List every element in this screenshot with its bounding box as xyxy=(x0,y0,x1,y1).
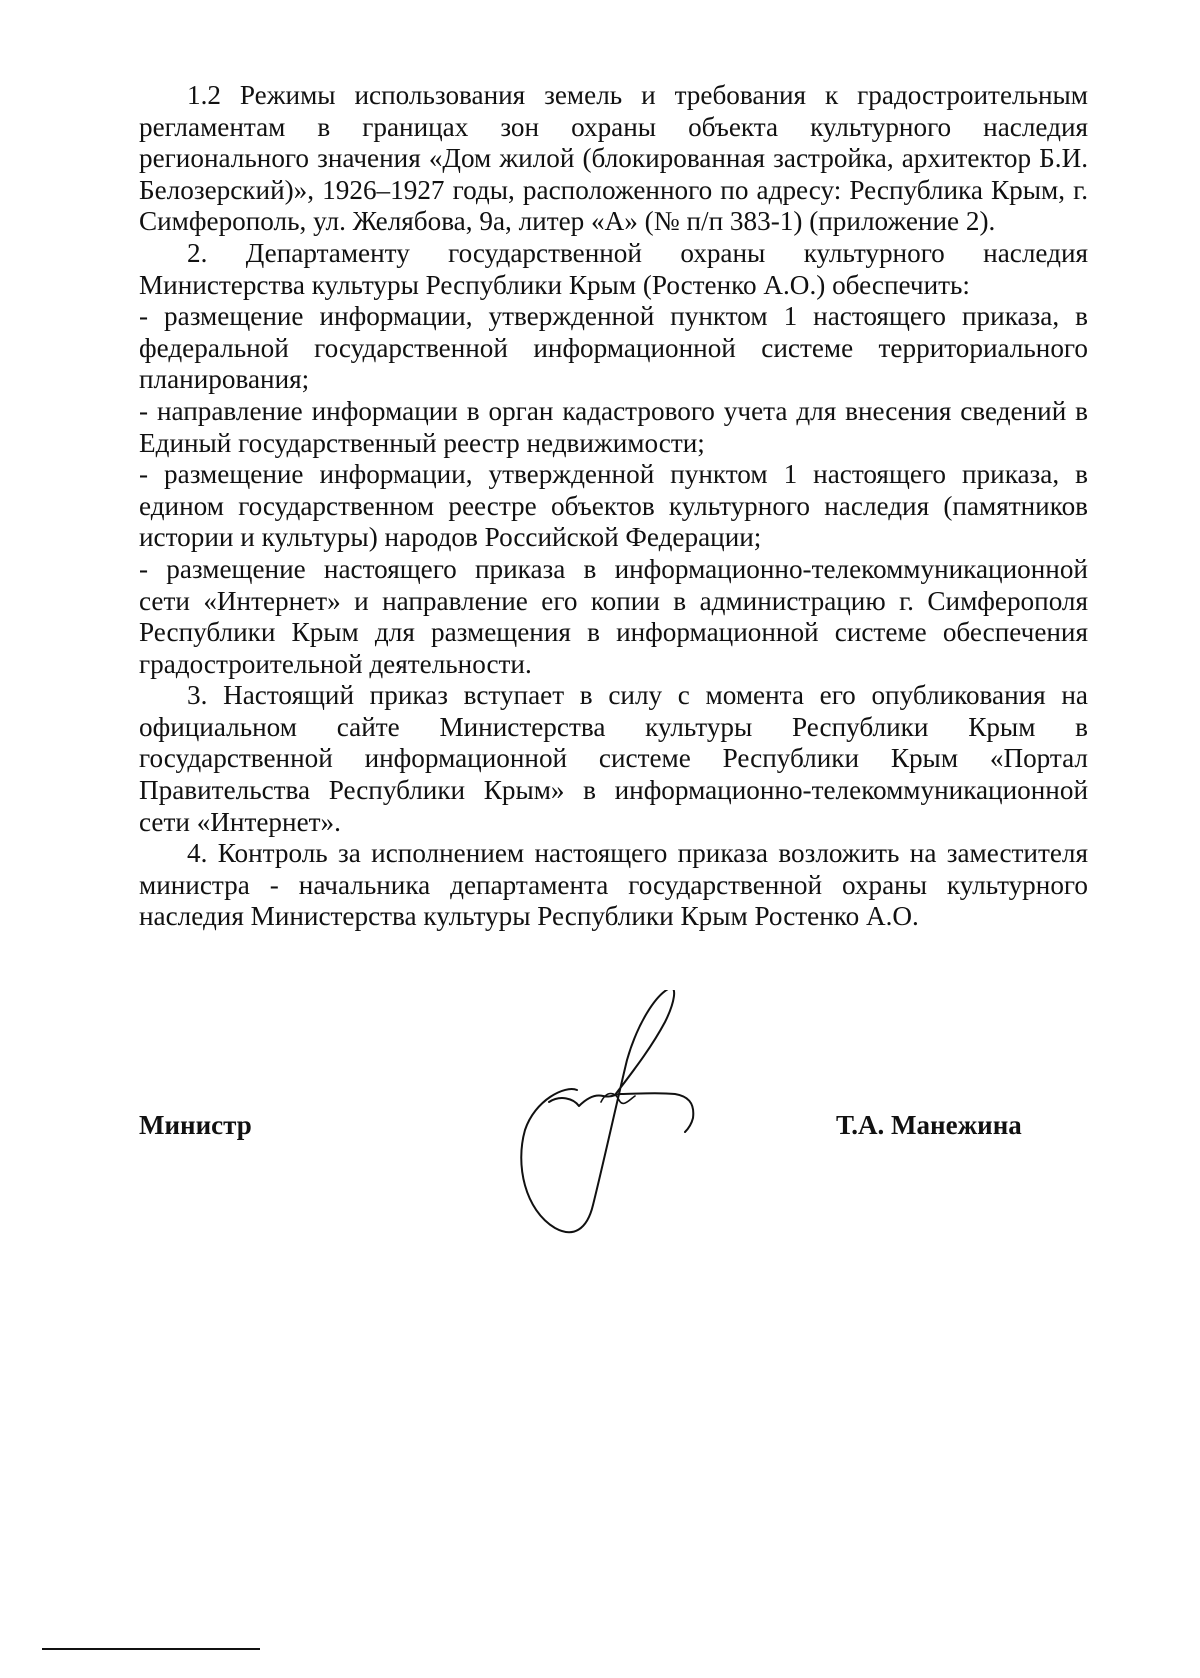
duty-item-heritage-registry: - размещение информации, утвержденной пунктом 1 настоящего приказа, в едином государственном реестре объектов культурного наследия (памятников истории и культуры) народов Российской Федерации; xyxy=(139,459,1088,553)
paragraph-1-2-land-use: 1.2 Режимы использования земель и требования к градостроительным регламентам в границах зон охраны объекта культурного наследия регионального значения «Дом жилой (блокированная застройка, архитектор Б.И. Белозерский)», 1926–1927 годы, расположенного по адресу: Республика Крым, г. Симферополь, ул. Желябова, 9а, литер «А» (№ п/п 383-1) (приложение 2). xyxy=(139,80,1088,237)
signatory-name: Т.А. Манежина xyxy=(836,1110,1022,1140)
footnote-separator xyxy=(42,1648,260,1650)
paragraph-2-department-duties: 2. Департаменту государственной охраны культурного наследия Министерства культуры Республики Крым (Ростенко А.О.) обеспечить: xyxy=(139,237,1088,300)
signatory-title: Министр xyxy=(139,1110,252,1140)
duty-item-federal-system: - размещение информации, утвержденной пунктом 1 настоящего приказа, в федеральной государственной информационной системе территориального планирования; xyxy=(139,301,1088,395)
paragraph-3-effective-date: 3. Настоящий приказ вступает в силу с момента его опубликования на официальном сайте Министерства культуры Республики Крым в государственной информационной системе Республики Крым «Портал Правительства Республики Крым» в информационно-телекоммуникационной сети «Интернет». xyxy=(139,680,1088,837)
document-body xyxy=(139,80,1088,933)
duty-item-cadastral-registry: - направление информации в орган кадастрового учета для внесения сведений в Единый государственный реестр недвижимости; xyxy=(139,395,1088,458)
handwritten-signature xyxy=(515,990,735,1250)
duty-item-internet-publication: - размещение настоящего приказа в информационно-телекоммуникационной сети «Интернет» и направление его копии в администрацию г. Симферополя Республики Крым для размещения в информационной системе обеспечения градостроительной деятельности. xyxy=(139,553,1088,679)
paragraph-4-control: 4. Контроль за исполнением настоящего приказа возложить на заместителя министра - начальника департамента государственной охраны культурного наследия Министерства культуры Республики Крым Ростенко А.О. xyxy=(139,838,1088,932)
